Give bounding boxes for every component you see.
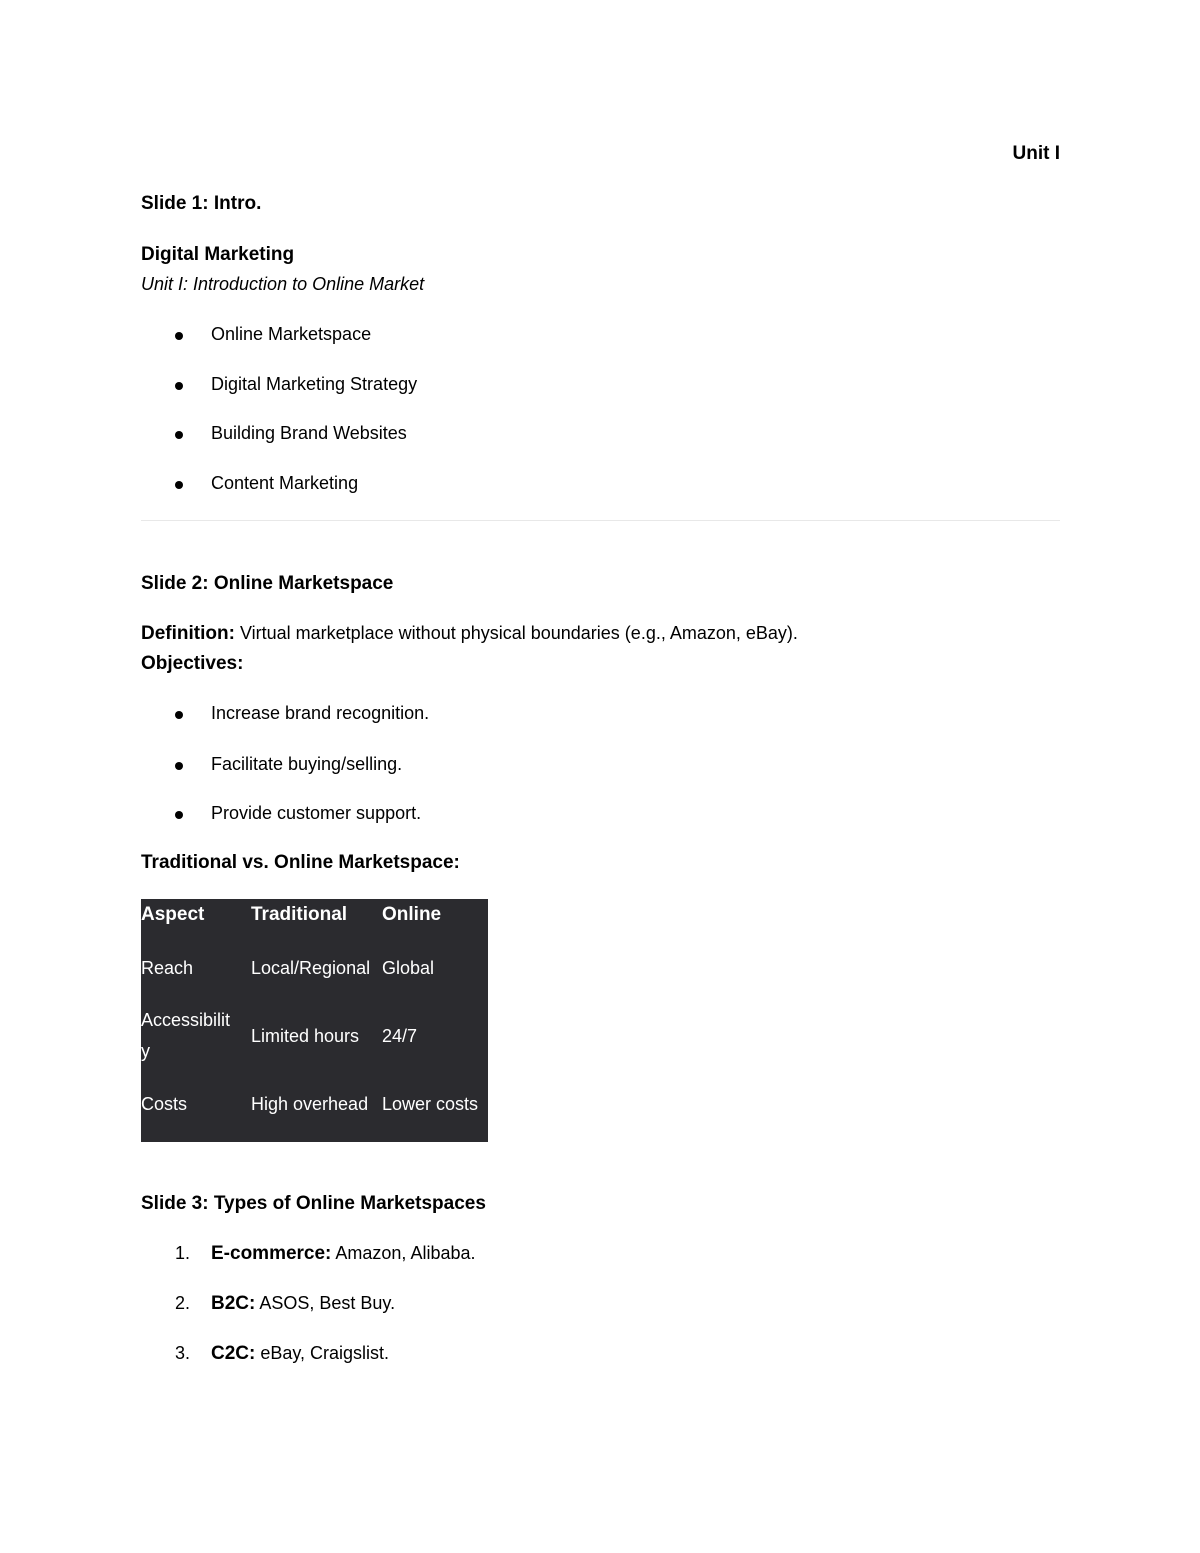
table-header-cell: Aspect xyxy=(141,904,205,925)
list-item-text: Provide customer support. xyxy=(211,803,422,823)
slide1-subtitle: Unit I: Introduction to Online Market xyxy=(141,274,425,294)
list-item-text: Online Marketspace xyxy=(211,324,372,344)
list-item-text xyxy=(211,1293,395,1315)
list-item-text: Building Brand Websites xyxy=(211,423,407,443)
bullet-icon xyxy=(175,382,183,390)
slide1-title: Digital Marketing xyxy=(141,244,295,265)
list-item-text: Facilitate buying/selling. xyxy=(211,754,403,774)
bullet-icon xyxy=(175,332,183,340)
table-cell: Limited hours xyxy=(251,1026,360,1046)
bullet-icon xyxy=(175,481,183,489)
table-cell: 24/7 xyxy=(382,1026,418,1046)
list-item-label: E-commerce: xyxy=(211,1243,332,1264)
comparison-heading: Traditional vs. Online Marketspace: xyxy=(141,852,460,873)
table-header-cell: Online xyxy=(382,904,442,925)
definition-text: Virtual marketplace without physical boundaries (e.g., Amazon, eBay). xyxy=(234,623,798,643)
list-item-text: Content Marketing xyxy=(211,473,359,493)
list-number: 2. xyxy=(175,1293,191,1313)
list-item-detail: ASOS, Best Buy. xyxy=(255,1293,396,1313)
list-item-text: Digital Marketing Strategy xyxy=(211,374,418,394)
slide3-heading: Slide 3: Types of Online Marketspaces xyxy=(141,1193,486,1214)
section-divider xyxy=(141,520,1060,521)
table-cell: y xyxy=(141,1041,150,1061)
bullet-icon xyxy=(175,811,183,819)
table-cell: Local/Regional xyxy=(251,958,371,978)
definition-line xyxy=(141,623,798,645)
table-cell: Global xyxy=(382,958,435,978)
bullet-icon xyxy=(175,431,183,439)
list-item-label: C2C: xyxy=(211,1343,256,1364)
list-item-text xyxy=(211,1243,476,1265)
table-cell: Costs xyxy=(141,1094,188,1114)
definition-label: Definition: xyxy=(141,623,235,644)
list-item-text: Increase brand recognition. xyxy=(211,703,430,723)
comparison-table xyxy=(141,899,488,1142)
bullet-icon xyxy=(175,711,183,719)
bullet-icon xyxy=(175,762,183,770)
slide1-heading: Slide 1: Intro. xyxy=(141,193,262,214)
table-cell: High overhead xyxy=(251,1094,369,1114)
list-item-detail: Amazon, Alibaba. xyxy=(331,1243,476,1263)
table-cell: Accessibilit xyxy=(141,1010,231,1030)
table-header-cell: Traditional xyxy=(251,904,348,925)
list-item-detail: eBay, Craigslist. xyxy=(255,1343,390,1363)
table-cell: Lower costs xyxy=(382,1094,479,1114)
list-number: 1. xyxy=(175,1243,191,1263)
list-number: 3. xyxy=(175,1343,191,1363)
unit-label: Unit I xyxy=(1012,143,1060,164)
slide2-heading: Slide 2: Online Marketspace xyxy=(141,573,394,594)
objectives-label: Objectives: xyxy=(141,653,244,674)
document-page xyxy=(141,0,1060,1553)
list-item-text xyxy=(211,1343,389,1365)
table-cell: Reach xyxy=(141,958,194,978)
list-item-label: B2C: xyxy=(211,1293,256,1314)
